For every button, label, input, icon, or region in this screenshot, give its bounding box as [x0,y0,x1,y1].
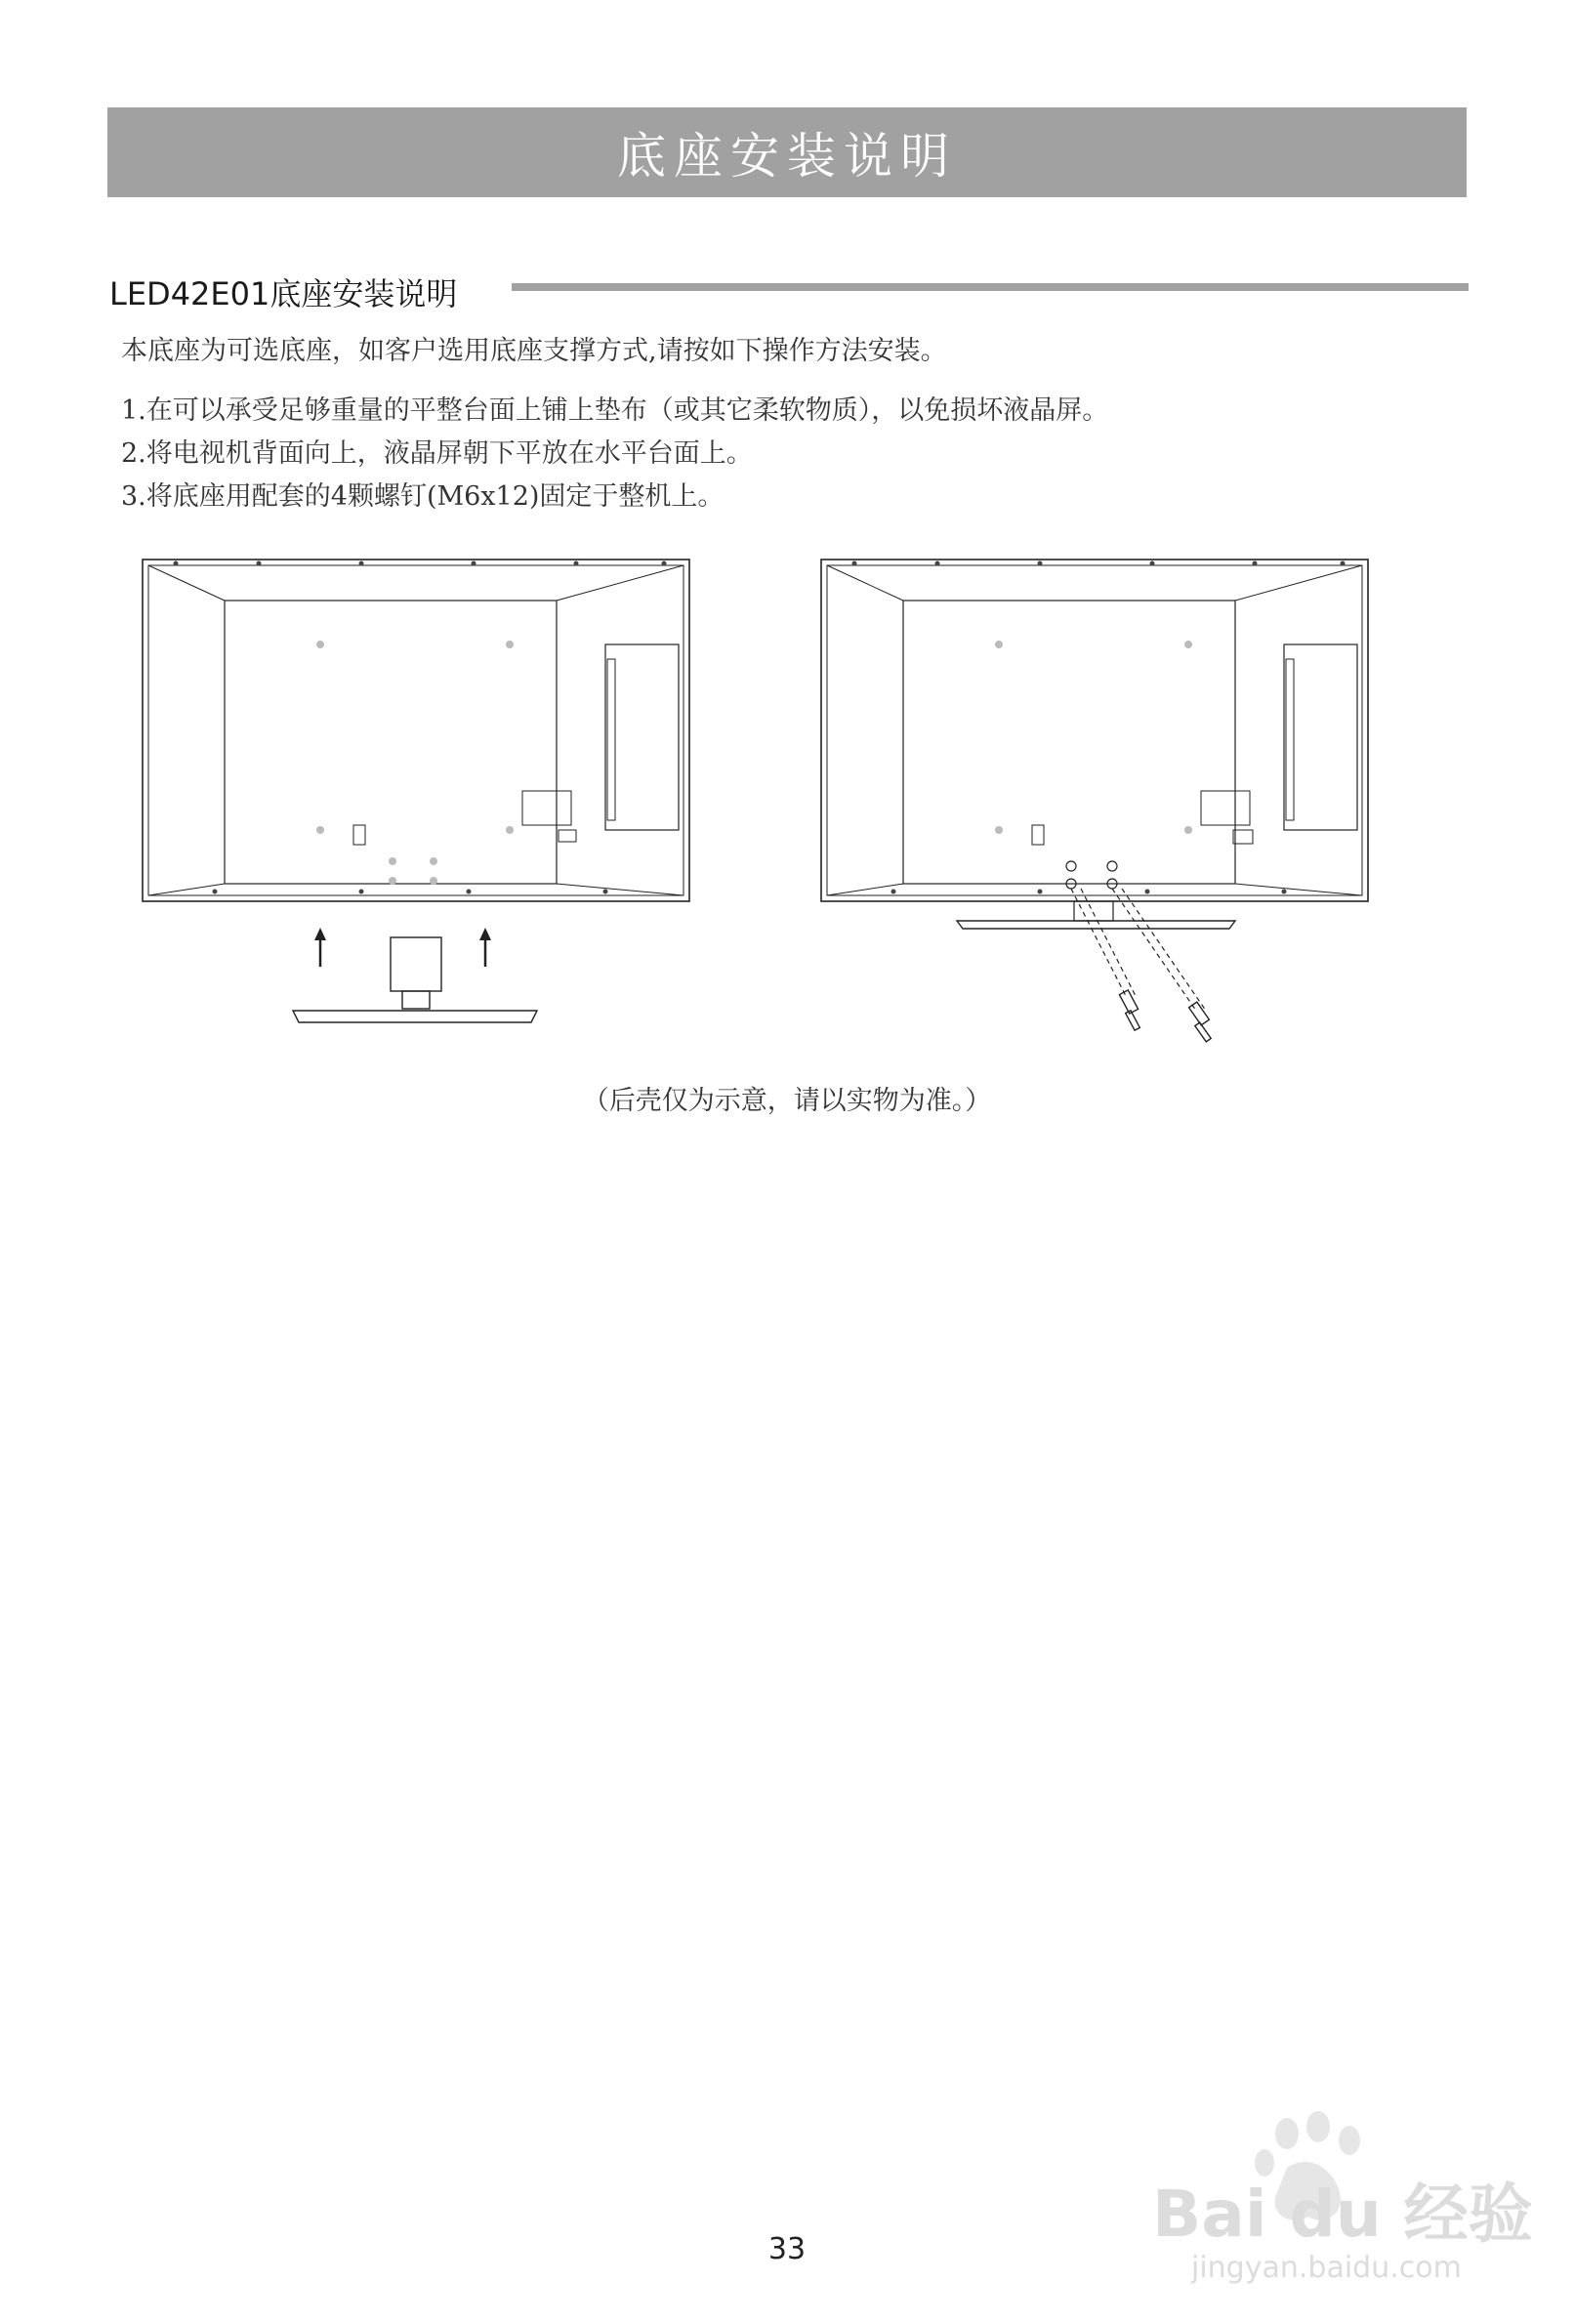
step-2: 2.将电视机背面向上，液晶屏朝下平放在水平台面上。 [121,438,753,469]
tv-back-with-stand-figure [137,552,703,1030]
step-3: 3.将底座用配套的4颗螺钉(M6x12)固定于整机上。 [121,481,725,512]
watermark-url: jingyan.baidu.com [1191,2251,1462,2285]
page-number: 33 [767,2232,807,2266]
section-heading-row [109,270,1469,312]
figure-caption: （后壳仅为示意，请以实物为准。） [582,1086,992,1116]
section-heading: LED42E01底座安装说明 [109,275,458,312]
page-title: 底座安装说明 [617,128,957,185]
watermark-brand: Bai du 经验 [1152,2177,1533,2252]
title-bar [107,107,1467,197]
tv-back-screw-fixing-figure [815,552,1382,1030]
step-1: 1.在可以承受足够重量的平整台面上铺上垫布（或其它柔软物质），以免损坏液晶屏。 [121,395,1109,426]
section-rule [512,283,1469,291]
intro-text: 本底座为可选底座，如客户选用底座支撑方式,请按如下操作方法安装。 [121,336,947,366]
